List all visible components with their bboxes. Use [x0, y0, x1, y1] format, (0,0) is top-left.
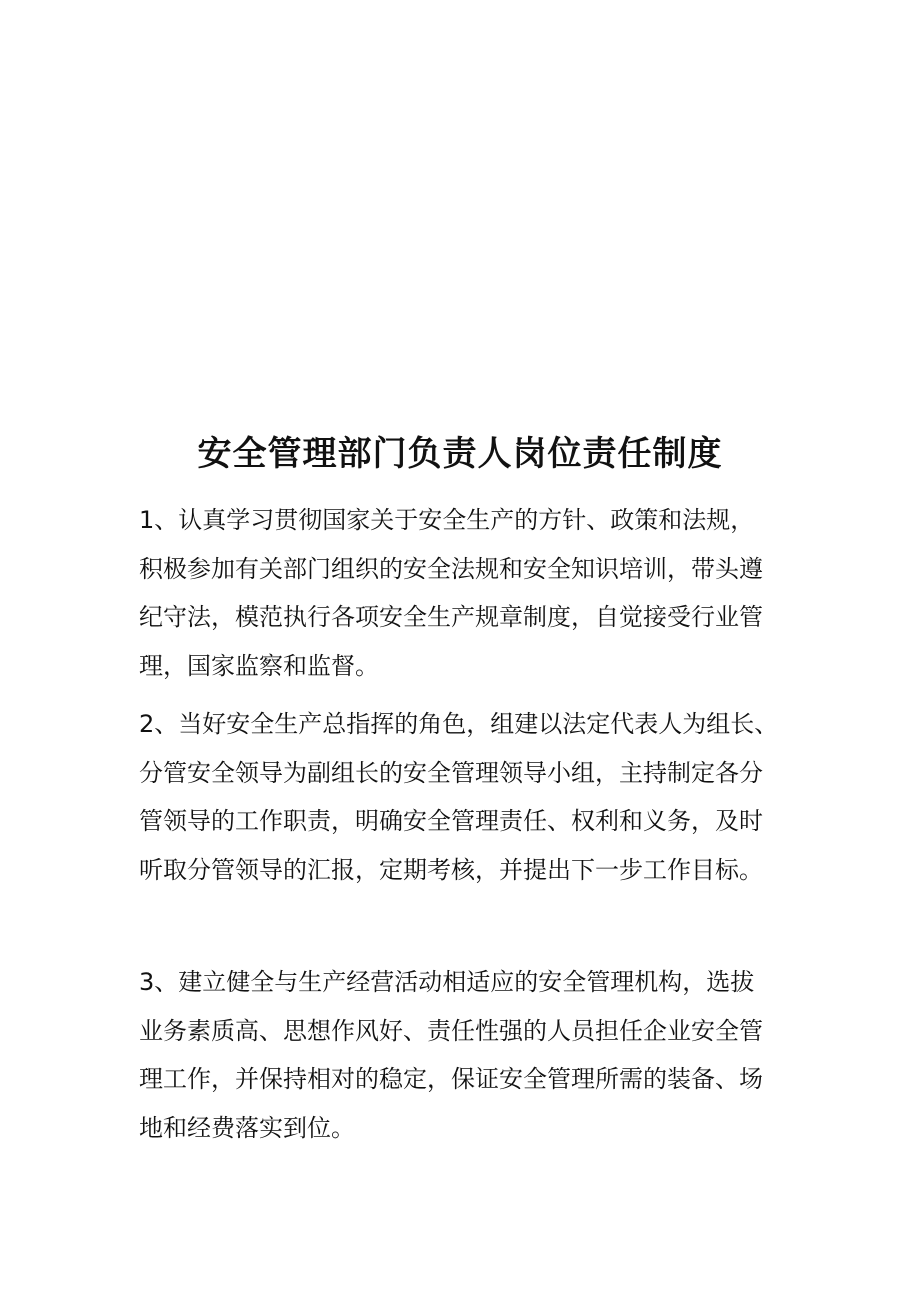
paragraph-line: 理，国家监察和监督。: [139, 651, 379, 680]
paragraph-2: [139, 700, 819, 894]
paragraph-1: [139, 496, 819, 690]
paragraph-line: 3、建立健全与生产经营活动相适应的安全管理机构，选拔: [139, 968, 755, 996]
paragraph-line: 积极参加有关部门组织的安全法规和安全知识培训，带头遵: [139, 554, 763, 583]
paragraph-3: [139, 958, 819, 1152]
document-title: 安全管理部门负责人岗位责任制度: [197, 434, 723, 474]
paragraph-line: 2、当好安全生产总指挥的角色，组建以法定代表人为组长、: [139, 710, 779, 738]
paragraph-line: 听取分管领导的汇报，定期考核，并提出下一步工作目标。: [139, 855, 763, 884]
paragraph-line: 管领导的工作职责，明确安全管理责任、权利和义务，及时: [139, 807, 763, 835]
paragraph-line: 分管安全领导为副组长的安全管理领导小组，主持制定各分: [139, 758, 763, 787]
paragraph-line: 理工作，并保持相对的稳定，保证安全管理所需的装备、场: [139, 1065, 763, 1093]
paragraph-line: 1、认真学习贯彻国家关于安全生产的方针、政策和法规，: [139, 506, 755, 534]
paragraph-line: 地和经费落实到位。: [139, 1113, 355, 1142]
paragraph-line: 业务素质高、思想作风好、责任性强的人员担任企业安全管: [139, 1016, 763, 1045]
paragraph-line: 纪守法，模范执行各项安全生产规章制度，自觉接受行业管: [139, 603, 763, 631]
